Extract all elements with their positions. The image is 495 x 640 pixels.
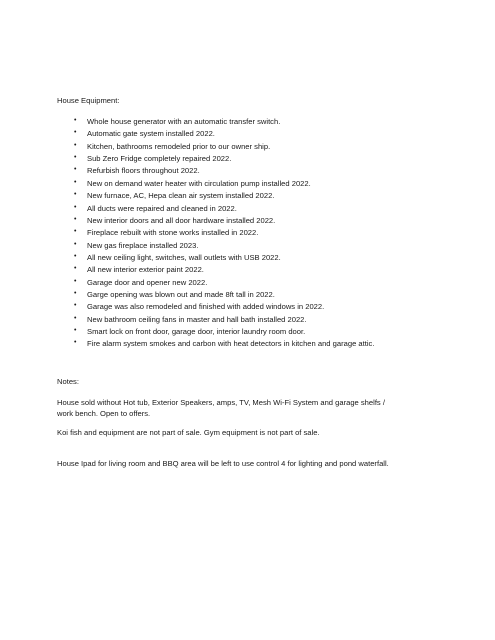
list-item [57,117,447,129]
list-item-text: Garage door and opener new 2022. [87,277,208,287]
bullet-icon: • [74,166,77,174]
list-item [57,265,447,277]
bullet-icon: • [74,141,77,149]
list-item [57,241,447,253]
bullet-icon: • [74,302,77,310]
list-item [57,129,447,141]
list-item [57,278,447,290]
equipment-list [57,117,447,352]
list-item [57,166,447,178]
bullet-icon: • [74,129,77,137]
bullet-icon: • [74,289,77,297]
bullet-icon: • [74,252,77,260]
list-item [57,253,447,265]
list-item-text: New furnace, AC, Hepa clean air system installed 2022. [87,191,275,201]
list-item-text: Whole house generator with an automatic transfer switch. [87,117,281,127]
list-item [57,302,447,314]
list-item-text: All new interior exterior paint 2022. [87,265,204,275]
bullet-icon: • [74,240,77,248]
bullet-icon: • [74,339,77,347]
bullet-icon: • [74,117,77,125]
list-item-text: All ducts were repaired and cleaned in 2022. [87,203,237,213]
bullet-icon: • [74,265,77,273]
bullet-icon: • [74,203,77,211]
note-paragraph: Koi fish and equipment are not part of sale. Gym equipment is not part of sale. [57,427,320,437]
list-item-text: Fire alarm system smokes and carbon with heat detectors in kitchen and garage attic. [87,339,375,349]
bullet-icon: • [74,277,77,285]
bullet-icon: • [74,326,77,334]
list-item-text: Refurbish floors throughout 2022. [87,166,200,176]
list-item-text: Garage was also remodeled and finished with added windows in 2022. [87,302,325,312]
list-item-text: Automatic gate system installed 2022. [87,129,215,139]
bullet-icon: • [74,154,77,162]
list-item-text: New gas fireplace installed 2023. [87,240,199,250]
bullet-icon: • [74,178,77,186]
note-paragraph: House Ipad for living room and BBQ area will be left to use control 4 for lighting and pond waterfall. [57,458,389,468]
document-content [57,96,447,477]
list-item [57,204,447,216]
list-item-text: New on demand water heater with circulation pump installed 2022. [87,178,311,188]
list-item-text: Sub Zero Fridge completely repaired 2022. [87,154,232,164]
list-item [57,315,447,327]
note-paragraph: House sold without Hot tub, Exterior Speakers, amps, TV, Mesh Wi-Fi System and garage shelfs / work bench. Open to offers. [57,397,385,418]
equipment-heading: House Equipment: [57,96,120,105]
list-item [57,154,447,166]
list-item-text: All new ceiling light, switches, wall outlets with USB 2022. [87,252,281,262]
list-item-text: Fireplace rebuilt with stone works installed in 2022. [87,228,259,238]
list-item-text: Smart lock on front door, garage door, interior laundry room door. [87,326,306,336]
notes-heading: Notes: [57,376,79,386]
list-item [57,290,447,302]
list-item-text: Kitchen, bathrooms remodeled prior to our owner ship. [87,141,271,151]
list-item-text: Garge opening was blown out and made 8ft tall in 2022. [87,289,275,299]
list-item [57,179,447,191]
list-item [57,142,447,154]
list-item [57,327,447,339]
bullet-icon: • [74,215,77,223]
list-item [57,191,447,203]
list-item [57,216,447,228]
bullet-icon: • [74,228,77,236]
bullet-icon: • [74,314,77,322]
bullet-icon: • [74,191,77,199]
list-item-text: New interior doors and all door hardware installed 2022. [87,215,276,225]
list-item [57,228,447,240]
list-item [57,339,447,351]
list-item-text: New bathroom ceiling fans in master and hall bath installed 2022. [87,314,307,324]
